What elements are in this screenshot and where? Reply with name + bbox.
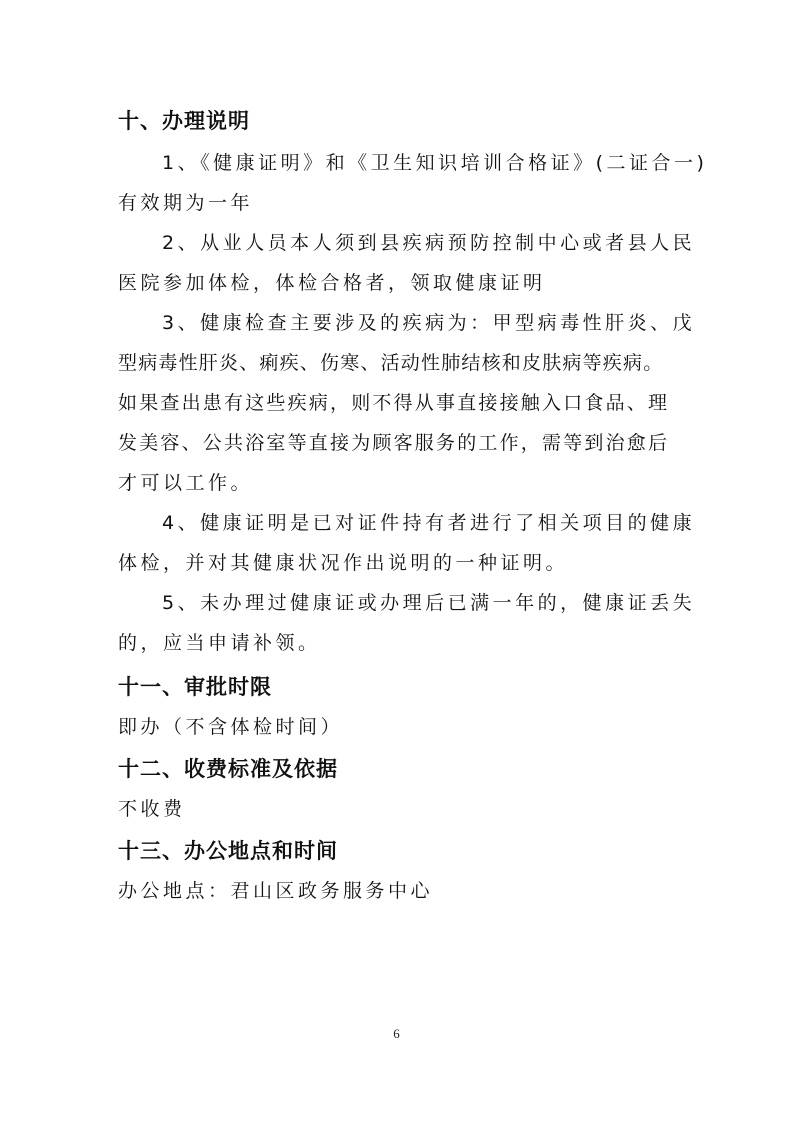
- item-4-line-1: 4、健康证明是已对证件持有者进行了相关项目的健康: [162, 512, 696, 534]
- item-3-line-5: 才可以工作。: [118, 472, 254, 494]
- section-heading-10: 十、办理说明: [118, 109, 250, 133]
- page-number: 6: [393, 1026, 400, 1041]
- item-5-line-2: 的，应当申请补领。: [118, 632, 321, 654]
- item-3-line-2: 型病毒性肝炎、痢疾、伤寒、活动性肺结核和皮肤病等疾病。: [118, 352, 664, 374]
- section-heading-13: 十三、办公地点和时间: [118, 839, 338, 863]
- section-12-text: 不收费: [118, 798, 186, 820]
- item-3-line-4: 发美容、公共浴室等直接为顾客服务的工作，需等到治愈后: [118, 432, 670, 454]
- section-heading-12: 十二、收费标准及依据: [118, 757, 338, 781]
- section-heading-11: 十一、审批时限: [118, 675, 272, 699]
- item-1-line-1: 1、《健康证明》和《卫生知识培训合格证》(二证合一): [162, 152, 708, 174]
- item-2: [118, 223, 696, 303]
- item-4: [118, 503, 696, 583]
- item-4-line-2: 体检，并对其健康状况作出说明的一种证明。: [118, 552, 569, 574]
- item-3: [118, 303, 696, 503]
- item-1: [118, 143, 708, 223]
- section-11-text: 即办（不含体检时间）: [118, 716, 344, 738]
- item-2-line-2: 医院参加体检，体检合格者，领取健康证明: [118, 272, 546, 294]
- item-3-line-3: 如果查出患有这些疾病，则不得从事直接接触入口食品、理: [118, 392, 670, 414]
- item-1-line-2: 有效期为一年: [118, 192, 254, 214]
- item-5-line-1: 5、未办理过健康证或办理后已满一年的，健康证丢失: [162, 592, 696, 614]
- item-3-line-1: 3、健康检查主要涉及的疾病为：甲型病毒性肝炎、戊: [162, 312, 696, 334]
- document-body: [118, 103, 708, 911]
- item-2-line-1: 2、从业人员本人须到县疾病预防控制中心或者县人民: [162, 232, 696, 254]
- section-13-text: 办公地点：君山区政务服务中心: [118, 880, 434, 902]
- item-5: [118, 583, 696, 663]
